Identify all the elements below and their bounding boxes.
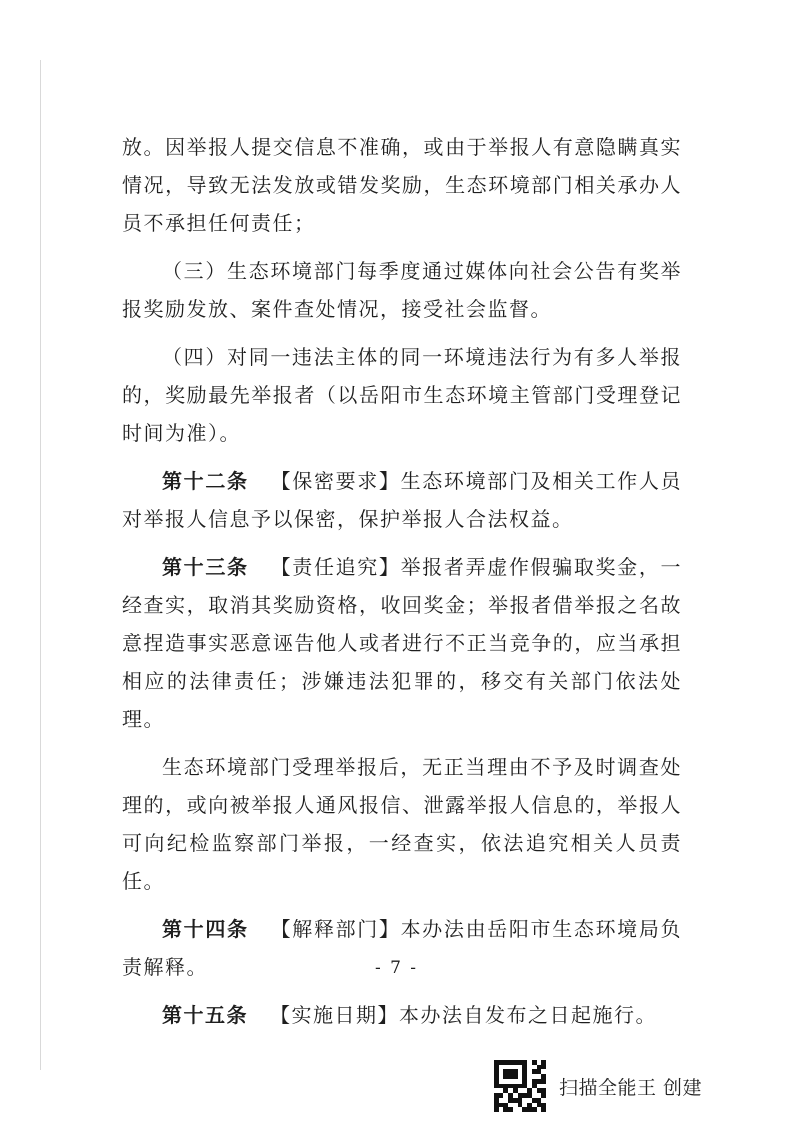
article-number: 第十三条 (162, 555, 249, 579)
page-number: - 7 - (374, 958, 419, 978)
article-15: 第十五条 【实施日期】本办法自发布之日起施行。 (162, 1003, 657, 1027)
article-14: 第十四条 【解释部门】本办法由岳阳市生态环境局负责解释。 (122, 917, 683, 979)
article-12: 第十二条 【保密要求】生态环境部门及相关工作人员对举报人信息予以保密，保护举报人合法权益。 (122, 469, 683, 531)
article-number: 第十四条 (162, 917, 249, 941)
qr-code-icon (493, 1059, 547, 1113)
scanner-watermark (493, 1058, 702, 1114)
paragraph-clause-3: （三）生态环境部门每季度通过媒体向社会公告有奖举报奖励发放、案件查处情况，接受社会监督。 (122, 259, 682, 321)
paragraph-continuation: 放。因举报人提交信息不准确，或由于举报人有意隐瞒真实情况，导致无法发放或错发奖励，生态环境部门相关承办人员不承担任何责任； (122, 135, 682, 235)
article-13-paragraph-2: 生态环境部门受理举报后，无正当理由不予及时调查处理的，或向被举报人通风报信、泄露举报人信息的，举报人可向纪检监察部门举报，一经查实，依法追究相关人员责任。 (122, 755, 682, 893)
page-edge (40, 60, 41, 1070)
watermark-text: 扫描全能王 创建 (559, 1076, 703, 1099)
paragraph-clause-4: （四）对同一违法主体的同一环境违法行为有多人举报的，奖励最先举报者（以岳阳市生态环境主管部门受理登记时间为准）。 (122, 345, 682, 445)
document-body (122, 128, 682, 1044)
article-number: 第十二条 (162, 469, 249, 493)
article-13: 第十三条 【责任追究】举报者弄虚作假骗取奖金，一经查实，取消其奖励资格，收回奖金；举报者借举报之名故意捏造事实恶意诬告他人或者进行不正当竞争的，应当承担相应的法律责任；涉嫌违法犯罪的，移交有关部门依法处理。 (122, 555, 683, 731)
article-number: 第十五条 (162, 1003, 248, 1027)
